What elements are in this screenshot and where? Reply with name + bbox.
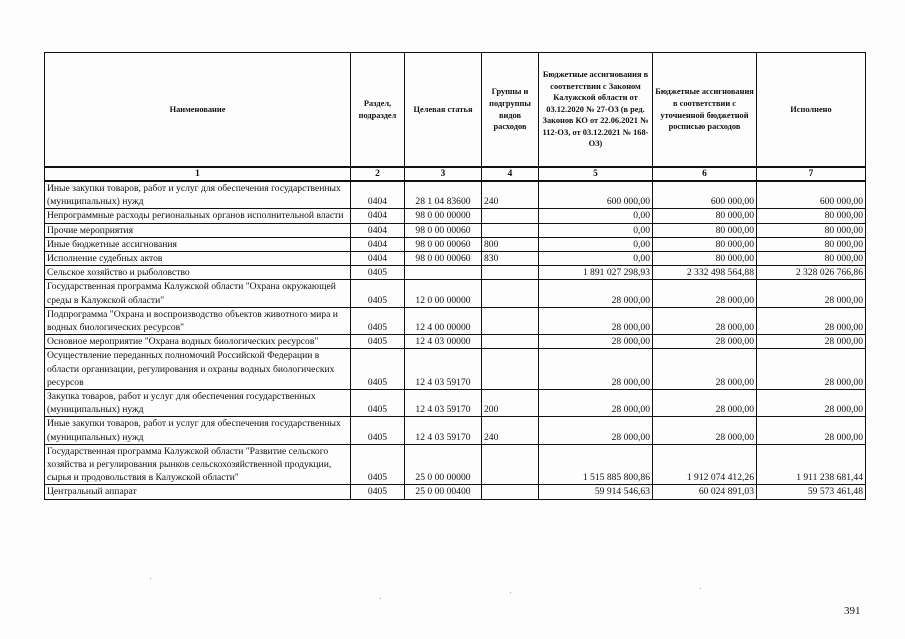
- row-expense-group: [482, 485, 539, 499]
- row-section: 0404: [351, 223, 405, 237]
- row-section: 0405: [351, 335, 405, 349]
- row-planned-amount: 28 000,00: [653, 307, 757, 334]
- row-section: 0404: [351, 252, 405, 266]
- table-row: [45, 252, 866, 266]
- table-row: [45, 280, 866, 307]
- scan-speck: [380, 598, 381, 599]
- row-name: Центральный аппарат: [45, 485, 351, 499]
- table-row: [45, 349, 866, 390]
- row-executed-amount: 28 000,00: [757, 335, 866, 349]
- table-row: [45, 444, 866, 485]
- row-name: Непрограммные расходы региональных органов исполнительной власти: [45, 209, 351, 223]
- row-law-amount: 1 515 885 800,86: [539, 444, 653, 485]
- row-law-amount: 0,00: [539, 252, 653, 266]
- table-row: [45, 181, 866, 209]
- row-executed-amount: 28 000,00: [757, 307, 866, 334]
- row-expense-group: 800: [482, 237, 539, 251]
- row-planned-amount: 80 000,00: [653, 252, 757, 266]
- row-name: Закупка товаров, работ и услуг для обеспечения государственных (муниципальных) нужд: [45, 390, 351, 417]
- row-expense-group: [482, 280, 539, 307]
- row-expense-group: [482, 266, 539, 280]
- page-number: 391: [844, 605, 861, 617]
- row-target-article: 98 0 00 00000: [405, 209, 482, 223]
- row-planned-amount: 600 000,00: [653, 181, 757, 209]
- row-name: Подпрограмма "Охрана и воспроизводство объектов животного мира и водных биологических ресурсов": [45, 307, 351, 334]
- header-executed: Исполнено: [757, 53, 866, 168]
- row-section: 0405: [351, 307, 405, 334]
- row-law-amount: 28 000,00: [539, 349, 653, 390]
- row-target-article: 12 0 00 00000: [405, 280, 482, 307]
- row-planned-amount: 28 000,00: [653, 417, 757, 444]
- row-expense-group: [482, 223, 539, 237]
- row-executed-amount: 80 000,00: [757, 237, 866, 251]
- row-law-amount: 0,00: [539, 209, 653, 223]
- row-target-article: 98 0 00 00060: [405, 252, 482, 266]
- row-executed-amount: 600 000,00: [757, 181, 866, 209]
- row-section: 0405: [351, 266, 405, 280]
- row-name: Основное мероприятие "Охрана водных биологических ресурсов": [45, 335, 351, 349]
- column-number: 4: [482, 167, 539, 181]
- row-section: 0404: [351, 209, 405, 223]
- row-executed-amount: 59 573 461,48: [757, 485, 866, 499]
- row-law-amount: 28 000,00: [539, 307, 653, 334]
- table-row: [45, 390, 866, 417]
- table-header-row: [45, 53, 866, 168]
- row-name: Иные бюджетные ассигнования: [45, 237, 351, 251]
- row-planned-amount: 1 912 074 412,26: [653, 444, 757, 485]
- header-section: Раздел, подраздел: [351, 53, 405, 168]
- row-expense-group: [482, 335, 539, 349]
- table-row: [45, 209, 866, 223]
- row-name: Прочие мероприятия: [45, 223, 351, 237]
- column-number: 3: [405, 167, 482, 181]
- row-executed-amount: 28 000,00: [757, 390, 866, 417]
- row-expense-group: [482, 307, 539, 334]
- row-target-article: 25 0 00 00400: [405, 485, 482, 499]
- budget-table: [44, 52, 866, 500]
- row-target-article: 12 4 03 59170: [405, 417, 482, 444]
- column-number-row: [45, 167, 866, 181]
- row-law-amount: 28 000,00: [539, 335, 653, 349]
- row-law-amount: 0,00: [539, 237, 653, 251]
- header-name: Наименование: [45, 53, 351, 168]
- scan-speck: [150, 578, 151, 579]
- row-expense-group: 200: [482, 390, 539, 417]
- row-section: 0405: [351, 349, 405, 390]
- row-section: 0405: [351, 390, 405, 417]
- row-target-article: 25 0 00 00000: [405, 444, 482, 485]
- header-target-article: Целевая статья: [405, 53, 482, 168]
- row-name: Государственная программа Калужской области "Охрана окружающей среды в Калужской области": [45, 280, 351, 307]
- row-target-article: 98 0 00 00060: [405, 223, 482, 237]
- column-number: 7: [757, 167, 866, 181]
- row-expense-group: 240: [482, 181, 539, 209]
- row-name: Иные закупки товаров, работ и услуг для обеспечения государственных (муниципальных) нужд: [45, 181, 351, 209]
- row-executed-amount: 80 000,00: [757, 223, 866, 237]
- row-law-amount: 28 000,00: [539, 417, 653, 444]
- row-planned-amount: 28 000,00: [653, 280, 757, 307]
- header-law-allocations: Бюджетные ассигнования в соответствии с Законом Калужской области от 03.12.2020 № 27-ОЗ (в ред. Законов КО от 22.06.2021 № 112-ОЗ, от 03.12.2021 № 168-ОЗ): [539, 53, 653, 168]
- row-law-amount: 600 000,00: [539, 181, 653, 209]
- row-name: Осуществление переданных полномочий Российской Федерации в области организации, регулирования и охраны водных биологических ресурсов: [45, 349, 351, 390]
- scan-speck: [510, 592, 511, 593]
- row-section: 0405: [351, 444, 405, 485]
- row-name: Иные закупки товаров, работ и услуг для обеспечения государственных (муниципальных) нужд: [45, 417, 351, 444]
- row-executed-amount: 28 000,00: [757, 280, 866, 307]
- row-section: 0404: [351, 181, 405, 209]
- scan-speck: [700, 588, 701, 589]
- row-expense-group: 830: [482, 252, 539, 266]
- header-planned-allocations: Бюджетные ассигнования в соответствии с уточненной бюджетной росписью расходов: [653, 53, 757, 168]
- row-executed-amount: 28 000,00: [757, 417, 866, 444]
- row-law-amount: 1 891 027 298,93: [539, 266, 653, 280]
- column-number: 6: [653, 167, 757, 181]
- row-target-article: 12 4 03 59170: [405, 390, 482, 417]
- table-row: [45, 237, 866, 251]
- table-row: [45, 417, 866, 444]
- table-row: [45, 266, 866, 280]
- row-name: Государственная программа Калужской области "Развитие сельского хозяйства и регулирования рынков сельскохозяйственной продукции, сырья и продовольствия в Калужской области": [45, 444, 351, 485]
- row-target-article: 12 4 00 00000: [405, 307, 482, 334]
- header-expense-groups: Группы и подгруппы видов расходов: [482, 53, 539, 168]
- row-section: 0405: [351, 485, 405, 499]
- row-section: 0405: [351, 417, 405, 444]
- row-executed-amount: 2 328 026 766,86: [757, 266, 866, 280]
- row-planned-amount: 60 024 891,03: [653, 485, 757, 499]
- column-number: 2: [351, 167, 405, 181]
- table-row: [45, 335, 866, 349]
- table-row: [45, 307, 866, 334]
- row-name: Сельское хозяйство и рыболовство: [45, 266, 351, 280]
- row-planned-amount: 80 000,00: [653, 237, 757, 251]
- row-expense-group: [482, 444, 539, 485]
- table-row: [45, 485, 866, 499]
- table-row: [45, 223, 866, 237]
- row-executed-amount: 28 000,00: [757, 349, 866, 390]
- row-name: Исполнение судебных актов: [45, 252, 351, 266]
- row-law-amount: 0,00: [539, 223, 653, 237]
- row-expense-group: 240: [482, 417, 539, 444]
- row-planned-amount: 80 000,00: [653, 209, 757, 223]
- row-executed-amount: 80 000,00: [757, 209, 866, 223]
- row-planned-amount: 80 000,00: [653, 223, 757, 237]
- row-law-amount: 59 914 546,63: [539, 485, 653, 499]
- row-executed-amount: 80 000,00: [757, 252, 866, 266]
- row-target-article: 98 0 00 00060: [405, 237, 482, 251]
- row-law-amount: 28 000,00: [539, 390, 653, 417]
- row-planned-amount: 2 332 498 564,88: [653, 266, 757, 280]
- column-number: 1: [45, 167, 351, 181]
- row-planned-amount: 28 000,00: [653, 335, 757, 349]
- table-body: [45, 181, 866, 499]
- row-expense-group: [482, 209, 539, 223]
- row-planned-amount: 28 000,00: [653, 349, 757, 390]
- row-target-article: 28 1 04 83600: [405, 181, 482, 209]
- row-expense-group: [482, 349, 539, 390]
- row-planned-amount: 28 000,00: [653, 390, 757, 417]
- column-number: 5: [539, 167, 653, 181]
- row-target-article: 12 4 03 00000: [405, 335, 482, 349]
- row-section: 0405: [351, 280, 405, 307]
- row-target-article: [405, 266, 482, 280]
- row-executed-amount: 1 911 238 681,44: [757, 444, 866, 485]
- row-law-amount: 28 000,00: [539, 280, 653, 307]
- row-section: 0404: [351, 237, 405, 251]
- row-target-article: 12 4 03 59170: [405, 349, 482, 390]
